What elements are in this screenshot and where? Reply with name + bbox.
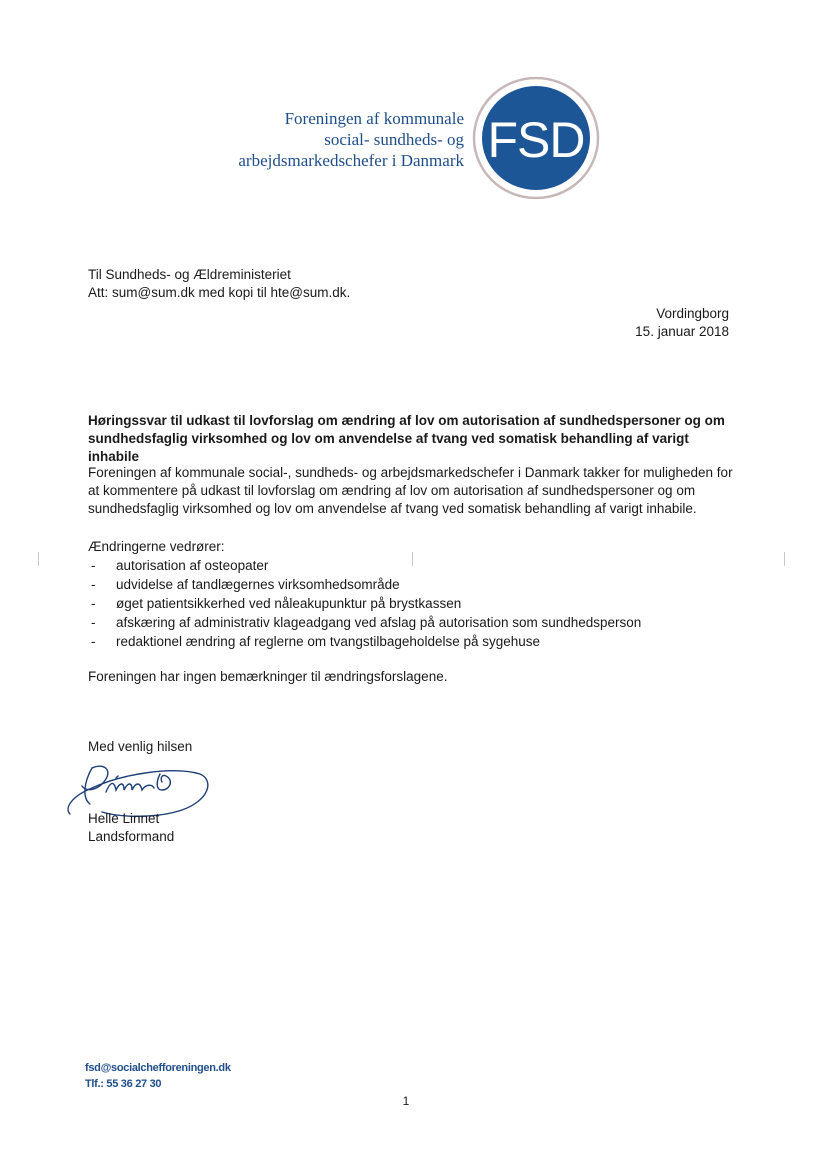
scan-artifact (784, 552, 785, 566)
fsd-logo (472, 76, 600, 200)
list-item-text: øget patientsikkerhed ved nåleakupunktur på brystkassen (116, 596, 462, 611)
list-bullet: - (91, 615, 96, 630)
list-item (88, 594, 641, 613)
list-item-text: autorisation af osteopater (116, 558, 269, 573)
place: Vordingborg (656, 306, 729, 321)
intro-paragraph: Foreningen af kommunale social-, sundheds- og arbejdsmarkedschefer i Danmark takker for muligheden for at kommentere på udkast til lovforslag om ændring af lov om autorisation af sundhedspersoner og om sundhedsfaglig virksomhed og lov om anvendelse af tvang ved somatisk behandling af varigt inhabile. (88, 465, 733, 516)
logo-text: FSD (487, 112, 585, 168)
list-item (88, 556, 641, 575)
subject-heading: Høringssvar til udkast til lovforslag om ændring af lov om autorisation af sundhedspersoner og om sundhedsfaglig virksomhed og lov om anvendelse af tvang ved somatisk behandling af varigt inhabile (88, 413, 725, 464)
scan-artifact (412, 552, 413, 566)
place-date-block (635, 305, 729, 341)
page-number: 1 (402, 1094, 410, 1108)
signer-title: Landsformand (88, 829, 175, 844)
closing-remark: Foreningen har ingen bemærkninger til ændringsforslagene. (88, 669, 448, 684)
list-bullet: - (91, 577, 96, 592)
signer-name: Helle Linnet (88, 811, 160, 826)
footer-phone: Tlf.: 55 36 27 30 (85, 1078, 162, 1090)
scan-artifact (38, 552, 39, 566)
changes-title: Ændringerne vedrører: (88, 539, 225, 554)
list-item-text: udvidelse af tandlægernes virksomhedsområde (116, 577, 400, 592)
list-item (88, 575, 641, 594)
recipient-line-1: Til Sundheds- og Ældreministeriet (88, 267, 291, 282)
recipient-block (88, 266, 350, 302)
greeting: Med venlig hilsen (88, 739, 193, 754)
list-bullet: - (91, 596, 96, 611)
changes-list (88, 556, 641, 651)
footer-contact (85, 1060, 231, 1092)
list-item (88, 632, 641, 651)
list-item-text: afskæring af administrativ klageadgang ved afslag på autorisation som sundhedsperson (116, 615, 642, 630)
footer-email: fsd@socialchefforeningen.dk (85, 1062, 231, 1074)
list-bullet: - (91, 558, 96, 573)
list-item (88, 613, 641, 632)
organization-name-line-1: Foreningen af kommunale (284, 109, 464, 128)
list-item-text: redaktionel ændring af reglerne om tvangstilbageholdelse på sygehuse (116, 634, 541, 649)
organization-name (134, 108, 464, 171)
date: 15. januar 2018 (635, 324, 729, 339)
list-bullet: - (91, 634, 96, 649)
organization-name-line-2: social- sundheds- og (324, 130, 464, 149)
recipient-line-2: Att: sum@sum.dk med kopi til hte@sum.dk. (88, 285, 351, 300)
organization-name-line-3: arbejdsmarkedschefer i Danmark (238, 151, 464, 170)
